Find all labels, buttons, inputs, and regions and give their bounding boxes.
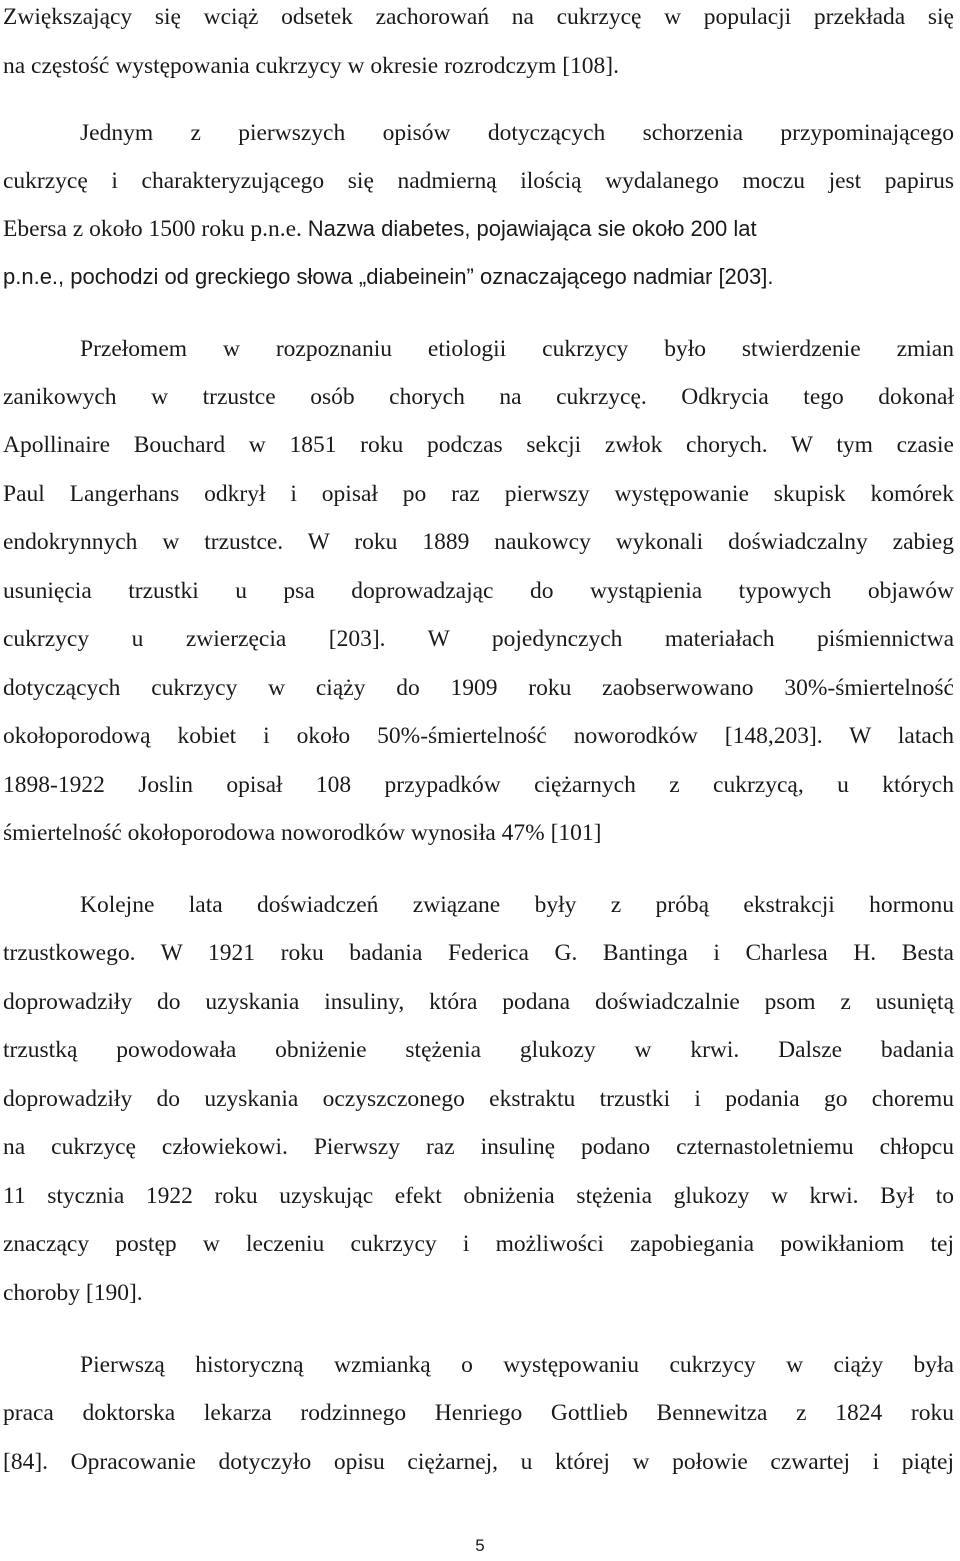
paragraph-3-line-11: śmiertelność okołoporodowa noworodków wynosiła 47% [101] (3, 820, 602, 846)
paragraph-4-line-2: trzustkowego. W 1921 roku badania Federica G. Bantinga i Charlesa H. Besta (3, 940, 954, 966)
paragraph-3-line-7: cukrzycy u zwierzęcia [203]. W pojedynczych materiałach piśmiennictwa (3, 626, 954, 652)
paragraph-2-line-3-serif: Ebersa z około 1500 roku p.n.e. (3, 216, 302, 242)
paragraph-4-line-6: na cukrzycę człowiekowi. Pierwszy raz insulinę podano czternastoletniemu chłopcu (3, 1134, 954, 1160)
paragraph-2-line-2: cukrzycę i charakteryzującego się nadmierną ilością wydalanego moczu jest papirus (3, 168, 954, 194)
paragraph-4-line-3: doprowadziły do uzyskania insuliny, która podana doświadczalnie psom z usuniętą (3, 989, 954, 1015)
paragraph-4-line-5: doprowadziły do uzyskania oczyszczonego ekstraktu trzustki i podania go choremu (3, 1086, 954, 1112)
paragraph-3-line-1: Przełomem w rozpoznaniu etiologii cukrzycy było stwierdzenie zmian (80, 336, 954, 362)
paragraph-5-line-1: Pierwszą historyczną wzmianką o występowaniu cukrzycy w ciąży była (80, 1352, 954, 1378)
paragraph-3-line-10: 1898-1922 Joslin opisał 108 przypadków ciężarnych z cukrzycą, u których (3, 772, 954, 798)
paragraph-1-line-2: na częstość występowania cukrzycy w okresie rozrodczym [108]. (3, 53, 619, 79)
paragraph-3-line-6: usunięcia trzustki u psa doprowadzając do wystąpienia typowych objawów (3, 578, 954, 604)
page-number: 5 (475, 1536, 485, 1555)
paragraph-2-line-3 (3, 214, 757, 244)
paragraph-4-line-9: choroby [190]. (3, 1280, 143, 1306)
paragraph-5-line-3: [84]. Opracowanie dotyczyło opisu ciężarnej, u której w połowie czwartej i piątej (3, 1449, 954, 1475)
paragraph-4-line-1: Kolejne lata doświadczeń związane były z próbą ekstrakcji hormonu (80, 892, 954, 918)
paragraph-5-line-2: praca doktorska lekarza rodzinnego Henriego Gottlieb Bennewitza z 1824 roku (3, 1400, 954, 1426)
paragraph-4-line-8: znaczący postęp w leczeniu cukrzycy i możliwości zapobiegania powikłaniom tej (3, 1231, 954, 1257)
paragraph-1-line-1: Zwiększający się wciąż odsetek zachorowań na cukrzycę w populacji przekłada się (3, 4, 954, 30)
paragraph-4-line-4: trzustką powodowała obniżenie stężenia glukozy w krwi. Dalsze badania (3, 1037, 954, 1063)
paragraph-3-line-9: okołoporodową kobiet i około 50%-śmiertelność noworodków [148,203]. W latach (3, 723, 954, 749)
paragraph-2-line-4: p.n.e., pochodzi od greckiego słowa „diabeinein” oznaczającego nadmiar [203]. (3, 264, 774, 289)
paragraph-3-line-2: zanikowych w trzustce osób chorych na cukrzycę. Odkrycia tego dokonał (3, 384, 954, 410)
paragraph-3-line-3: Apollinaire Bouchard w 1851 roku podczas sekcji zwłok chorych. W tym czasie (3, 432, 954, 458)
paragraph-4-line-7: 11 stycznia 1922 roku uzyskując efekt obniżenia stężenia glukozy w krwi. Był to (3, 1183, 954, 1209)
paragraph-3-line-4: Paul Langerhans odkrył i opisał po raz pierwszy występowanie skupisk komórek (3, 481, 954, 507)
paragraph-3-line-5: endokrynnych w trzustce. W roku 1889 naukowcy wykonali doświadczalny zabieg (3, 529, 954, 555)
paragraph-3-line-8: dotyczących cukrzycy w ciąży do 1909 roku zaobserwowano 30%-śmiertelność (3, 675, 954, 701)
paragraph-2-line-3-sans: Nazwa diabetes, pojawiająca sie około 200 lat (307, 216, 757, 241)
paragraph-2-line-1: Jednym z pierwszych opisów dotyczących schorzenia przypominającego (80, 120, 954, 146)
